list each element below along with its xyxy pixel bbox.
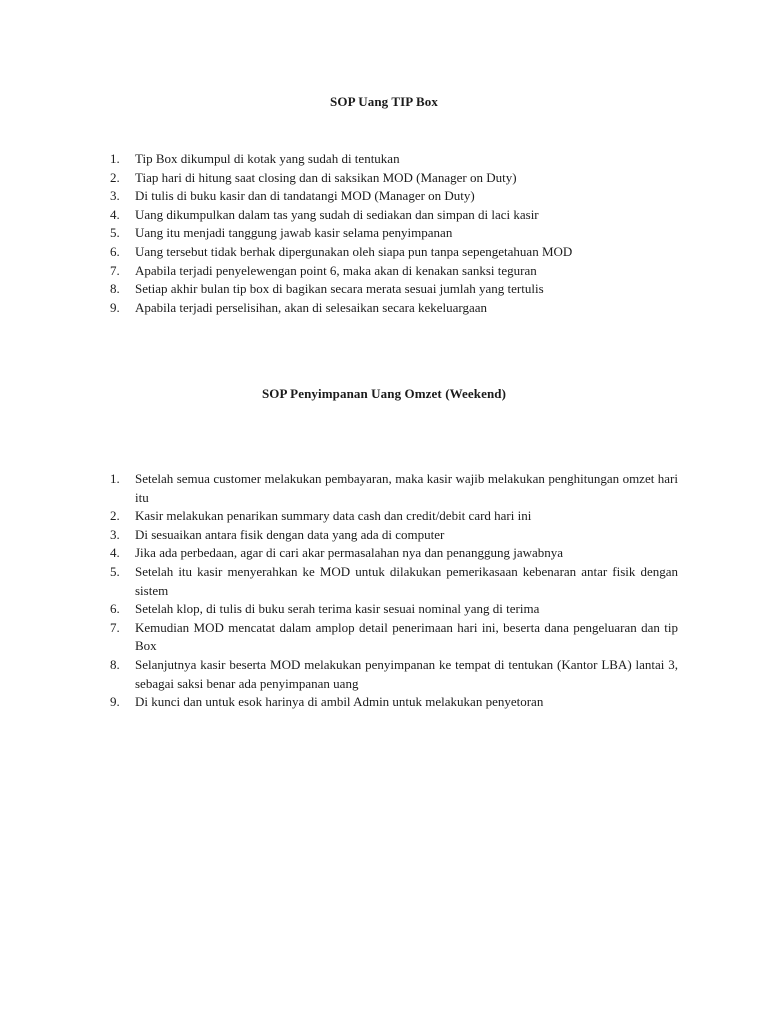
item-text: Di tulis di buku kasir dan di tandatangi MOD (Manager on Duty) [135, 188, 475, 204]
section-title-tip-box: SOP Uang TIP Box [330, 94, 438, 109]
list-item [110, 563, 678, 600]
item-text: Setelah klop, di tulis di buku serah terima kasir sesuai nominal yang di terima [135, 601, 540, 617]
item-text: Di kunci dan untuk esok harinya di ambil Admin untuk melakukan penyetoran [135, 694, 544, 710]
item-text: Uang tersebut tidak berhak dipergunakan oleh siapa pun tanpa sepengetahuan MOD [135, 243, 573, 259]
list-item [110, 224, 678, 243]
item-number: 1. [110, 471, 120, 486]
item-text: Kemudian MOD mencatat dalam amplop detail penerimaan hari ini, beserta dana pengeluaran dan tip Box [135, 619, 678, 654]
omzet-procedure-list [110, 470, 678, 712]
item-number: 6. [110, 601, 120, 617]
item-text: Uang dikumpulkan dalam tas yang sudah di sediakan dan simpan di laci kasir [135, 206, 539, 222]
list-item [110, 150, 678, 169]
item-number: 3. [110, 188, 120, 204]
list-item [110, 507, 678, 526]
item-text: Selanjutnya kasir beserta MOD melakukan penyimpanan ke tempat di tentukan (Kantor LBA) lantai 3, sebagai saksi benar ada penyimpanan uang [135, 656, 678, 691]
item-text: Apabila terjadi penyelewengan point 6, maka akan di kenakan sanksi teguran [135, 262, 537, 278]
item-number: 5. [110, 225, 120, 241]
item-number: 4. [110, 545, 120, 561]
item-text: Tiap hari di hitung saat closing dan di saksikan MOD (Manager on Duty) [135, 169, 517, 185]
item-number: 7. [110, 262, 120, 278]
item-number: 8. [110, 281, 120, 297]
item-number: 8. [110, 656, 120, 672]
item-number: 2. [110, 169, 120, 185]
list-item [110, 656, 678, 693]
list-item [110, 470, 678, 507]
list-item [110, 600, 678, 619]
list-item [110, 544, 678, 563]
item-text: Kasir melakukan penarikan summary data cash dan credit/debit card hari ini [135, 508, 532, 524]
item-text: Uang itu menjadi tanggung jawab kasir selama penyimpanan [135, 225, 453, 241]
item-number: 4. [110, 206, 120, 222]
section-title-omzet-storage: SOP Penyimpanan Uang Omzet (Weekend) [261, 386, 507, 401]
item-text: Setelah semua customer melakukan pembayaran, maka kasir wajib melakukan penghitungan omzet hari itu [135, 471, 678, 505]
item-text: Jika ada perbedaan, agar di cari akar permasalahan nya dan penanggung jawabnya [135, 545, 564, 561]
item-text: Di sesuaikan antara fisik dengan data yang ada di computer [135, 526, 445, 542]
item-number: 9. [110, 299, 120, 315]
item-text: Setelah itu kasir menyerahkan ke MOD untuk dilakukan pemerikasaan kebenaran antar fisik dengan sistem [135, 563, 678, 598]
list-item [110, 693, 678, 712]
list-item [110, 526, 678, 545]
list-item [110, 262, 678, 281]
item-number: 3. [110, 526, 120, 542]
list-item [110, 280, 678, 299]
tip-box-procedure-list [110, 150, 678, 317]
item-number: 5. [110, 563, 120, 579]
list-item [110, 206, 678, 225]
item-text: Tip Box dikumpul di kotak yang sudah di tentukan [135, 151, 400, 166]
list-item [110, 169, 678, 188]
item-number: 1. [110, 151, 120, 166]
item-number: 2. [110, 508, 120, 524]
item-text: Apabila terjadi perselisihan, akan di selesaikan secara kekeluargaan [135, 299, 488, 315]
list-item [110, 299, 678, 318]
list-item [110, 619, 678, 656]
list-item [110, 243, 678, 262]
item-number: 9. [110, 694, 120, 710]
item-number: 6. [110, 243, 120, 259]
item-text: Setiap akhir bulan tip box di bagikan secara merata sesuai jumlah yang tertulis [135, 281, 544, 297]
list-item [110, 187, 678, 206]
item-number: 7. [110, 619, 120, 635]
